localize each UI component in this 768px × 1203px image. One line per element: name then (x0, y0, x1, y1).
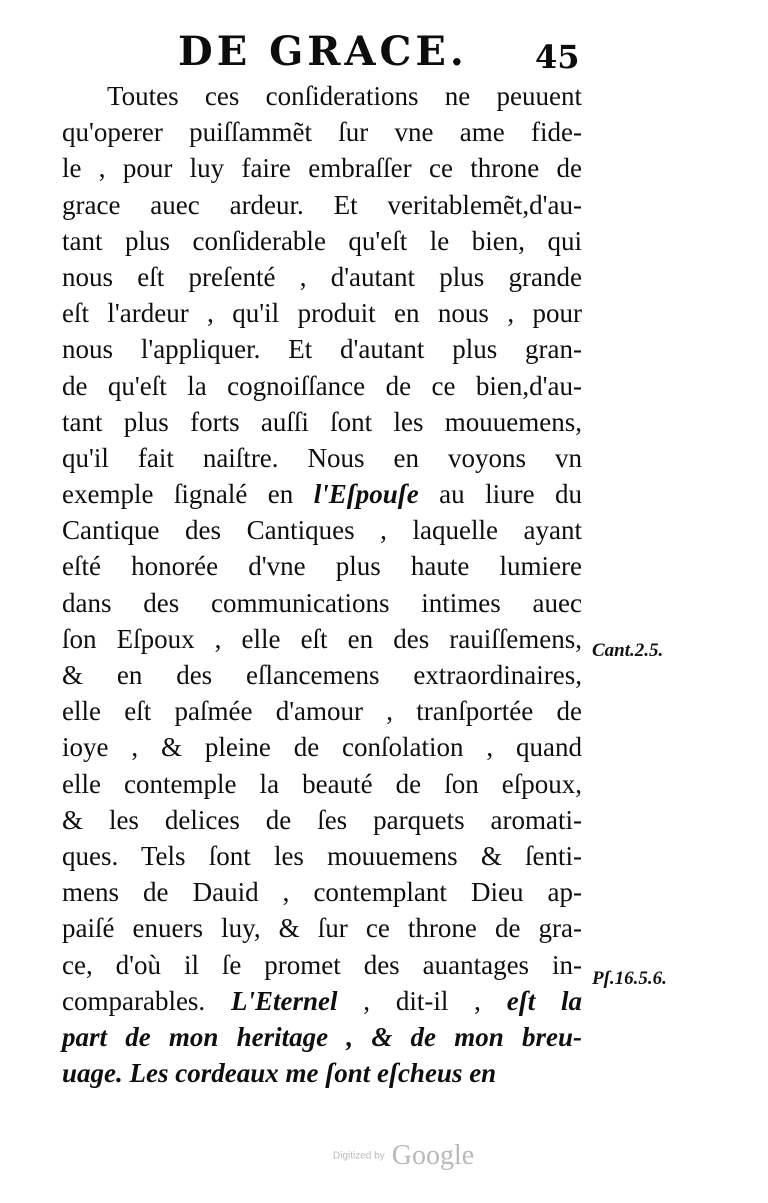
text-line: elle contemple la beauté de ſon eſpoux, (62, 768, 582, 799)
marginal-note-psalm: Pſ.16.5.6. (592, 968, 667, 989)
text-line: Cantique des Cantiques , laquelle ayant (62, 515, 582, 546)
italic-term: L'Eternel (231, 985, 338, 1016)
italic-quote: uage. Les cordeaux me ſont eſcheus en (62, 1058, 497, 1089)
text-line: & les delices de ſes parquets aromati- (62, 804, 582, 835)
text-line (62, 1055, 582, 1091)
text-line: qu'il fait naiſtre. Nous en voyons vn (62, 442, 582, 473)
marginal-note-cantique: Cant.2.5. (592, 640, 664, 661)
text-line: exemple ſignalé en l'Eſpouſe au liure du (62, 479, 582, 510)
digitized-watermark (333, 1140, 474, 1172)
text-line: eſt l'ardeur , qu'il produit en nous , pour (62, 298, 582, 329)
text-line: nous eſt preſenté , d'autant plus grande (62, 261, 582, 292)
text-line: le , pour luy faire embraſſer ce throne de (62, 153, 582, 184)
text-line: qu'operer puiſſammẽt ſur vne ame fide- (62, 117, 582, 148)
text-line: ce, d'où il ſe promet des auantages in- (62, 949, 582, 980)
text-line: elle eſt paſmée d'amour , tranſportée de (62, 696, 582, 727)
text-line: paiſé enuers luy, & ſur ce throne de gra- (62, 913, 582, 944)
text-line: ioye , & pleine de conſolation , quand (62, 732, 582, 763)
page-number: 45 (535, 38, 580, 76)
text-line: tant plus forts auſſi ſont les mouuemens, (62, 406, 582, 437)
running-head: DE GRACE. (178, 28, 468, 75)
italic-quote: part de mon heritage , & de mon breu- (62, 1021, 582, 1052)
text-line: eſté honorée d'vne plus haute lumiere (62, 551, 582, 582)
italic-term: l'Eſpouſe (313, 479, 419, 510)
google-logo: Google (391, 1140, 475, 1171)
text-line: mens de Dauid , contemplant Dieu ap- (62, 877, 582, 908)
text-line: & en des eſlancemens extraordinaires, (62, 660, 582, 690)
text-line: grace auec ardeur. Et veritablemẽt,d'au- (62, 189, 582, 220)
text-line: comparables. L'Eternel , dit-il , eſt la (62, 985, 583, 1016)
text-line: dans des communications intimes auec (62, 587, 582, 618)
body-text (62, 78, 582, 1091)
italic-quote: eſt la (506, 985, 583, 1016)
text-line: nous l'appliquer. Et d'autant plus gran- (62, 334, 582, 365)
text-line: tant plus conſiderable qu'eſt le bien, qui (62, 225, 582, 256)
text-line: ques. Tels ſont les mouuemens & ſenti- (62, 840, 582, 871)
text-line: de qu'eſt la cognoiſſance de ce bien,d'au- (62, 370, 582, 401)
text-line (62, 1019, 582, 1055)
text-line: Toutes ces conſiderations ne peuuent (107, 81, 582, 111)
text-line: ſon Eſpoux , elle eſt en des rauiſſemens, (62, 623, 582, 654)
watermark-prefix: Digitized by (333, 1150, 385, 1162)
